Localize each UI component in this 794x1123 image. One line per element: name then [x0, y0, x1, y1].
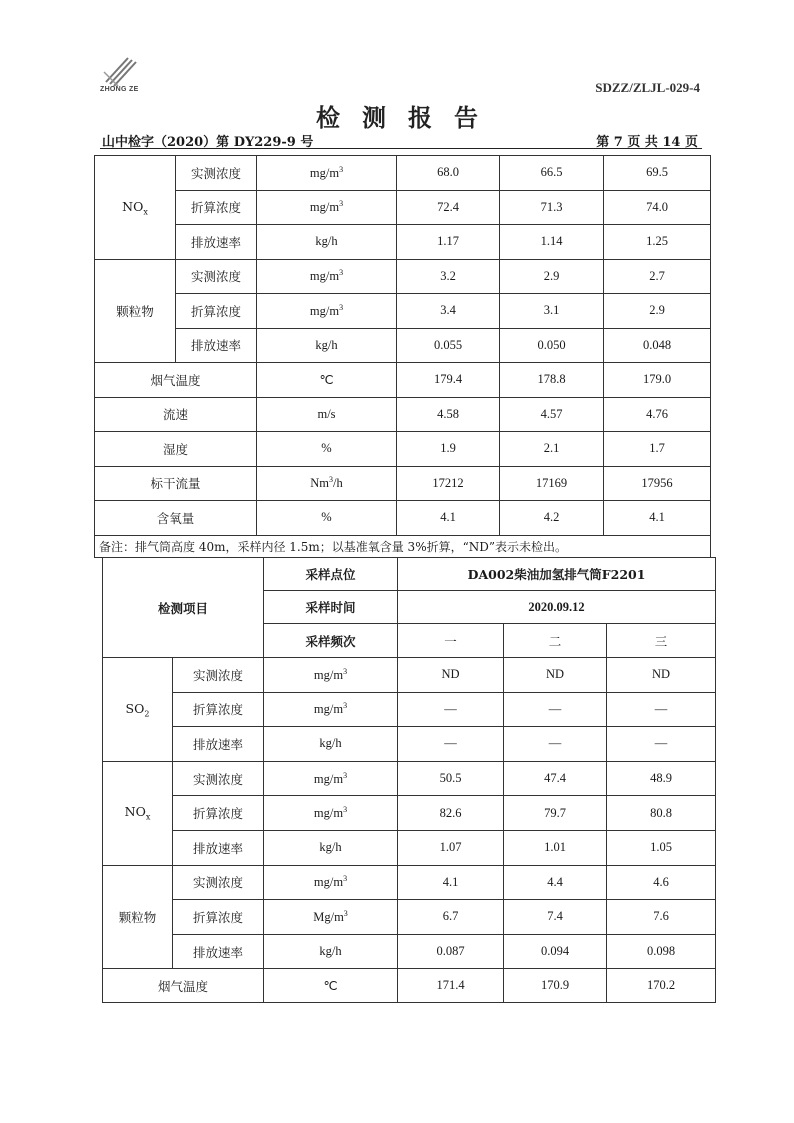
- unit-text: kg/h: [319, 840, 342, 855]
- item-label: 标干流量: [95, 466, 257, 501]
- value-cell: 171.4: [398, 969, 504, 1003]
- unit-superscript: 3: [339, 302, 344, 312]
- value-cell: 4.58: [397, 397, 500, 432]
- freq-1: 一: [398, 624, 504, 658]
- item-label: 排放速率: [176, 328, 257, 363]
- value-cell: 4.2: [500, 501, 604, 536]
- page-number: 第 7 页 共 14 页: [596, 135, 698, 150]
- unit-text: mg/m: [313, 806, 344, 821]
- item-label: 折算浓度: [173, 692, 264, 727]
- item-label: 湿度: [95, 432, 257, 467]
- unit-text: Mg/m: [313, 910, 344, 925]
- pollutant-base: SO: [125, 700, 145, 716]
- value-cell: 17212: [397, 466, 500, 501]
- pollutant-base: NO: [122, 198, 144, 214]
- value-cell: 1.01: [504, 830, 607, 865]
- value-cell: 1.25: [604, 225, 711, 260]
- table-row: [95, 466, 711, 501]
- unit-text: m/s: [317, 406, 336, 421]
- unit-cell: [264, 969, 398, 1003]
- item-label: 实测浓度: [173, 761, 264, 796]
- unit-cell: [264, 900, 398, 935]
- unit-superscript: 3: [339, 268, 344, 278]
- table-row: [95, 259, 711, 294]
- pollutant-name: [95, 259, 176, 363]
- unit-text: ℃: [319, 372, 334, 387]
- value-cell: 6.7: [398, 900, 504, 935]
- table-row: [103, 865, 716, 900]
- value-cell: 4.1: [397, 501, 500, 536]
- value-cell: ND: [504, 658, 607, 693]
- point-value: DA002柴油加氢排气筒F2201: [398, 558, 716, 591]
- time-label: 采样时间: [264, 591, 398, 624]
- unit-cell: [257, 397, 397, 432]
- value-cell: —: [607, 692, 716, 727]
- table-row: [103, 692, 716, 727]
- table-row: [103, 727, 716, 762]
- value-cell: 17169: [500, 466, 604, 501]
- unit-cell: [257, 501, 397, 536]
- table-row: [95, 432, 711, 467]
- unit-text: %: [321, 510, 332, 525]
- item-label: 实测浓度: [176, 156, 257, 191]
- value-cell: 79.7: [504, 796, 607, 831]
- company-logo-icon: [96, 52, 146, 102]
- unit-superscript: 3: [343, 805, 348, 815]
- unit-text: kg/h: [319, 944, 342, 959]
- unit-superscript: 3: [343, 874, 348, 884]
- value-cell: 48.9: [607, 761, 716, 796]
- value-cell: 2.9: [604, 294, 711, 329]
- unit-text: mg/m: [309, 200, 340, 215]
- freq-label: 采样频次: [264, 624, 398, 658]
- value-cell: 1.7: [604, 432, 711, 467]
- value-cell: —: [504, 692, 607, 727]
- unit-text: Nm: [310, 476, 329, 491]
- value-cell: 179.4: [397, 363, 500, 398]
- unit-text: kg/h: [315, 337, 338, 352]
- item-label: 含氧量: [95, 501, 257, 536]
- table-row: [103, 558, 716, 591]
- unit-cell: [264, 692, 398, 727]
- value-cell: 69.5: [604, 156, 711, 191]
- value-cell: 80.8: [607, 796, 716, 831]
- unit-text: mg/m: [309, 269, 340, 284]
- value-cell: 179.0: [604, 363, 711, 398]
- table-row: [103, 796, 716, 831]
- item-label: 烟气温度: [103, 969, 264, 1003]
- table-row: [103, 830, 716, 865]
- value-cell: 2.9: [500, 259, 604, 294]
- value-cell: 0.098: [607, 934, 716, 969]
- value-cell: 1.07: [398, 830, 504, 865]
- table-row: [103, 934, 716, 969]
- time-value: 2020.09.12: [398, 591, 716, 624]
- table-row: [103, 658, 716, 693]
- pollutant-subscript: x: [145, 812, 151, 822]
- value-cell: 0.055: [397, 328, 500, 363]
- item-label: 折算浓度: [176, 190, 257, 225]
- item-label: 实测浓度: [176, 259, 257, 294]
- unit-cell: [257, 156, 397, 191]
- unit-superscript: 3: [339, 199, 344, 209]
- item-label: 排放速率: [176, 225, 257, 260]
- item-label: 折算浓度: [173, 900, 264, 935]
- page-title: 检测报告: [316, 103, 500, 132]
- unit-superscript: 3: [343, 770, 348, 780]
- pollutant-name: [103, 865, 173, 969]
- unit-superscript: 3: [329, 475, 333, 485]
- unit-cell: [257, 225, 397, 260]
- value-cell: 178.8: [500, 363, 604, 398]
- unit-text: mg/m: [313, 771, 344, 786]
- value-cell: —: [607, 727, 716, 762]
- unit-text: mg/m: [313, 667, 344, 682]
- item-label: 排放速率: [173, 830, 264, 865]
- value-cell: 82.6: [398, 796, 504, 831]
- value-cell: 1.9: [397, 432, 500, 467]
- pollutant-base: 颗粒物: [118, 909, 157, 925]
- unit-cell: [257, 190, 397, 225]
- results-table-da002: [102, 557, 716, 1003]
- table-row: [103, 900, 716, 935]
- unit-cell: [257, 328, 397, 363]
- document-code: SDZZ/ZLJL-029-4: [595, 80, 700, 95]
- freq-3: 三: [607, 624, 716, 658]
- item-label: 实测浓度: [173, 865, 264, 900]
- table-row: [103, 969, 716, 1003]
- unit-tail: /h: [333, 476, 343, 491]
- value-cell: 3.2: [397, 259, 500, 294]
- value-cell: —: [398, 727, 504, 762]
- unit-cell: [257, 432, 397, 467]
- value-cell: 2.7: [604, 259, 711, 294]
- item-label: 折算浓度: [176, 294, 257, 329]
- table-row: [95, 501, 711, 536]
- unit-cell: [264, 727, 398, 762]
- value-cell: ND: [607, 658, 716, 693]
- table-row: [95, 328, 711, 363]
- unit-cell: [257, 259, 397, 294]
- report-number: 山中检字（2020）第 DY229-9 号: [102, 135, 314, 150]
- value-cell: 4.6: [607, 865, 716, 900]
- item-header: 检测项目: [103, 558, 264, 658]
- item-label: 实测浓度: [173, 658, 264, 693]
- value-cell: 4.4: [504, 865, 607, 900]
- value-cell: 0.094: [504, 934, 607, 969]
- value-cell: 71.3: [500, 190, 604, 225]
- pollutant-subscript: x: [143, 207, 148, 216]
- unit-text: ℃: [323, 978, 338, 993]
- unit-text: mg/m: [313, 702, 344, 717]
- unit-superscript: 3: [343, 908, 348, 918]
- unit-text: %: [321, 441, 332, 456]
- value-cell: 170.9: [504, 969, 607, 1003]
- value-cell: 74.0: [604, 190, 711, 225]
- unit-cell: [257, 363, 397, 398]
- table-row: [95, 535, 711, 557]
- table-row: [95, 397, 711, 432]
- point-label: 采样点位: [264, 558, 398, 591]
- value-cell: 4.1: [398, 865, 504, 900]
- value-cell: 170.2: [607, 969, 716, 1003]
- value-cell: —: [398, 692, 504, 727]
- pollutant-name: [95, 156, 176, 260]
- table-row: [103, 761, 716, 796]
- pollutant-name: [103, 761, 173, 865]
- header-divider: [100, 148, 702, 149]
- pollutant-base: 颗粒物: [116, 303, 154, 319]
- value-cell: 0.048: [604, 328, 711, 363]
- value-cell: 3.1: [500, 294, 604, 329]
- value-cell: ND: [398, 658, 504, 693]
- value-cell: —: [504, 727, 607, 762]
- value-cell: 7.4: [504, 900, 607, 935]
- item-label: 烟气温度: [95, 363, 257, 398]
- value-cell: 1.17: [397, 225, 500, 260]
- value-cell: 3.4: [397, 294, 500, 329]
- unit-superscript: 3: [343, 701, 348, 711]
- table-row: [95, 156, 711, 191]
- table-row: [95, 190, 711, 225]
- unit-cell: [264, 796, 398, 831]
- pollutant-subscript: 2: [144, 709, 150, 719]
- unit-text: kg/h: [319, 736, 342, 751]
- unit-text: mg/m: [309, 303, 340, 318]
- freq-2: 二: [504, 624, 607, 658]
- unit-cell: [264, 830, 398, 865]
- unit-cell: [264, 934, 398, 969]
- item-label: 流速: [95, 397, 257, 432]
- value-cell: 7.6: [607, 900, 716, 935]
- value-cell: 0.050: [500, 328, 604, 363]
- value-cell: 47.4: [504, 761, 607, 796]
- value-cell: 4.1: [604, 501, 711, 536]
- table-note: 备注：排气筒高度 40m，采样内径 1.5m；以基准氧含量 3%折算，“ND”表示未检出。: [95, 535, 711, 557]
- value-cell: 4.57: [500, 397, 604, 432]
- table-row: [95, 363, 711, 398]
- value-cell: 1.05: [607, 830, 716, 865]
- unit-text: mg/m: [309, 165, 340, 180]
- unit-cell: [264, 761, 398, 796]
- unit-text: kg/h: [315, 234, 338, 249]
- table-row: [95, 225, 711, 260]
- unit-cell: [257, 294, 397, 329]
- value-cell: 72.4: [397, 190, 500, 225]
- unit-text: mg/m: [313, 875, 344, 890]
- unit-cell: [264, 658, 398, 693]
- pollutant-name: [103, 658, 173, 762]
- unit-cell: [264, 865, 398, 900]
- unit-cell: [257, 466, 397, 501]
- value-cell: 50.5: [398, 761, 504, 796]
- item-label: 排放速率: [173, 934, 264, 969]
- value-cell: 0.087: [398, 934, 504, 969]
- unit-superscript: 3: [339, 164, 344, 174]
- value-cell: 17956: [604, 466, 711, 501]
- value-cell: 1.14: [500, 225, 604, 260]
- logo-text: ZHONG ZE: [100, 86, 139, 93]
- value-cell: 4.76: [604, 397, 711, 432]
- value-cell: 2.1: [500, 432, 604, 467]
- value-cell: 66.5: [500, 156, 604, 191]
- table-row: [95, 294, 711, 329]
- item-label: 折算浓度: [173, 796, 264, 831]
- unit-superscript: 3: [343, 666, 348, 676]
- item-label: 排放速率: [173, 727, 264, 762]
- results-table-continued: [94, 155, 711, 558]
- pollutant-base: NO: [124, 804, 146, 820]
- value-cell: 68.0: [397, 156, 500, 191]
